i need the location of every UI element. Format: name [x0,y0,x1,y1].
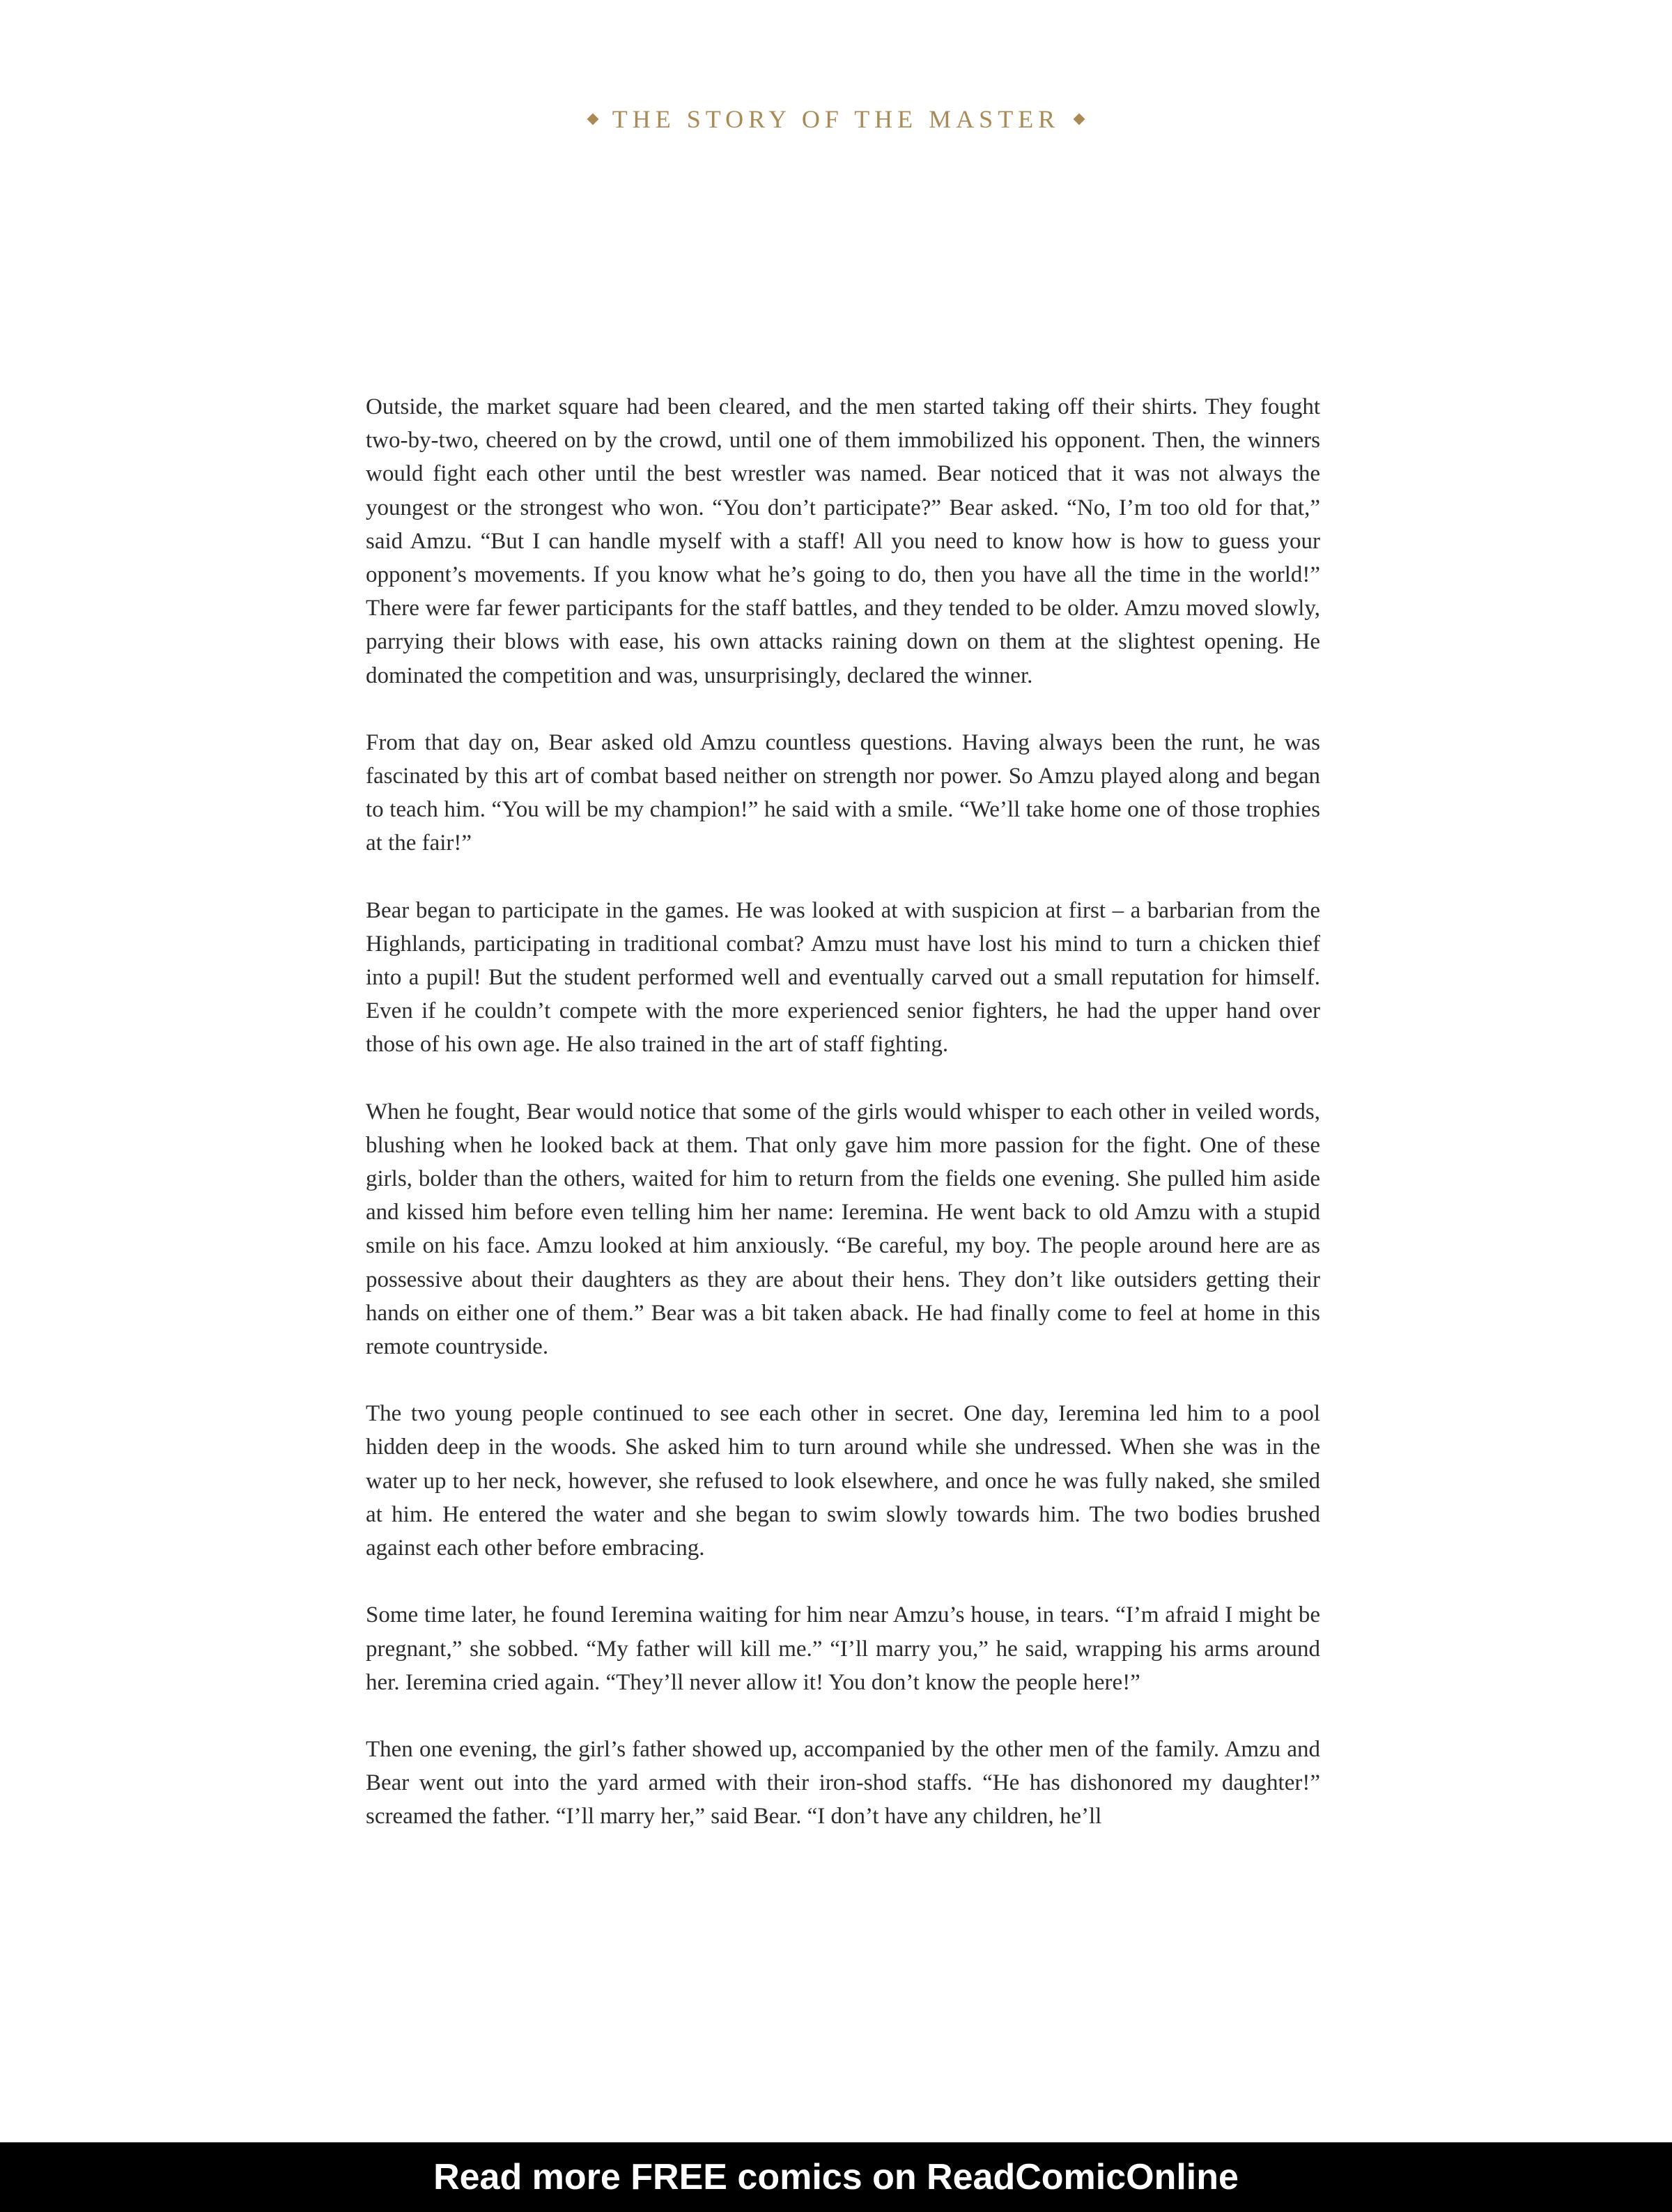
paragraph: Outside, the market square had been cleared, and the men started taking off their shirts. They fought two-by-two, cheered on by the crowd, until one of them immobilized his opponent. Then, the winners would fight each other until the best wrestler was named. Bear noticed that it was not always the youngest or the strongest who won. “You don’t participate?” Bear asked. “No, I’m too old for that,” said Amzu. “But I can handle myself with a staff! All you need to know how is how to guess your opponent’s movements. If you know what he’s going to do, then you have all the time in the world!” There were far fewer participants for the staff battles, and they tended to be older. Amzu moved slowly, parrying their blows with ease, his own attacks raining down on them at the slightest opening. He dominated the competition and was, unsurprisingly, declared the winner. [366,394,1320,688]
paragraph: From that day on, Bear asked old Amzu countless questions. Having always been the runt, he was fascinated by this art of combat based neither on strength nor power. So Amzu played along and began to teach him. “You will be my champion!” he said with a smile. “We’ll take home one of those trophies at the fair!” [366,729,1320,856]
diamond-ornament-left-icon [587,113,598,125]
diamond-ornament-right-icon [1074,113,1085,125]
paragraph: Bear began to participate in the games. He was looked at with suspicion at first – a barbarian from the Highlands, participating in traditional combat? Amzu must have lost his mind to turn a chicken thief into a pupil! But the student performed well and eventually carved out a small reputation for himself. Even if he couldn’t compete with the more experienced senior fighters, he had the upper hand over those of his own age. He also trained in the art of staff fighting. [366,897,1320,1058]
paragraph: When he fought, Bear would notice that some of the girls would whisper to each other in veiled words, blushing when he looked back at them. That only gave him more passion for the fight. One of these girls, bolder than the others, waited for him to return from the fields one evening. She pulled him aside and kissed him before even telling him her name: Ieremina. He went back to old Amzu with a stupid smile on his face. Amzu looked at him anxiously. “Be careful, my boy. The people around here are as possessive about their daughters as they are about their hens. They don’t like outsiders getting their hands on either one of them.” Bear was a bit taken aback. He had finally come to feel at home in this remote countryside. [366,1099,1320,1360]
promo-banner[interactable] [0,2142,1672,2212]
running-header-title: THE STORY OF THE MASTER [612,105,1060,133]
paragraph: Some time later, he found Ieremina waiting for him near Amzu’s house, in tears. “I’m afraid I might be pregnant,” she sobbed. “My father will kill me.” “I’ll marry you,” he said, wrapping his arms around her. Ieremina cried again. “They’ll never allow it! You don’t know the people here!” [366,1602,1320,1695]
promo-banner-text: Read more FREE comics on ReadComicOnline [433,2157,1239,2197]
paragraph: The two young people continued to see each other in secret. One day, Ieremina led him to a pool hidden deep in the woods. She asked him to turn around while she undressed. When she was in the water up to her neck, however, she refused to look elsewhere, and once he was fully naked, she smiled at him. He entered the water and she began to swim slowly towards him. The two bodies brushed against each other before embracing. [366,1401,1320,1561]
story-body [366,390,1320,1834]
running-header [0,105,1672,134]
paragraph: Then one evening, the girl’s father showed up, accompanied by the other men of the family. Amzu and Bear went out into the yard armed with their iron-shod staffs. “He has dishonored my daughter!” screamed the father. “I’ll marry her,” said Bear. “I don’t have any children, he’ll [366,1736,1320,1830]
